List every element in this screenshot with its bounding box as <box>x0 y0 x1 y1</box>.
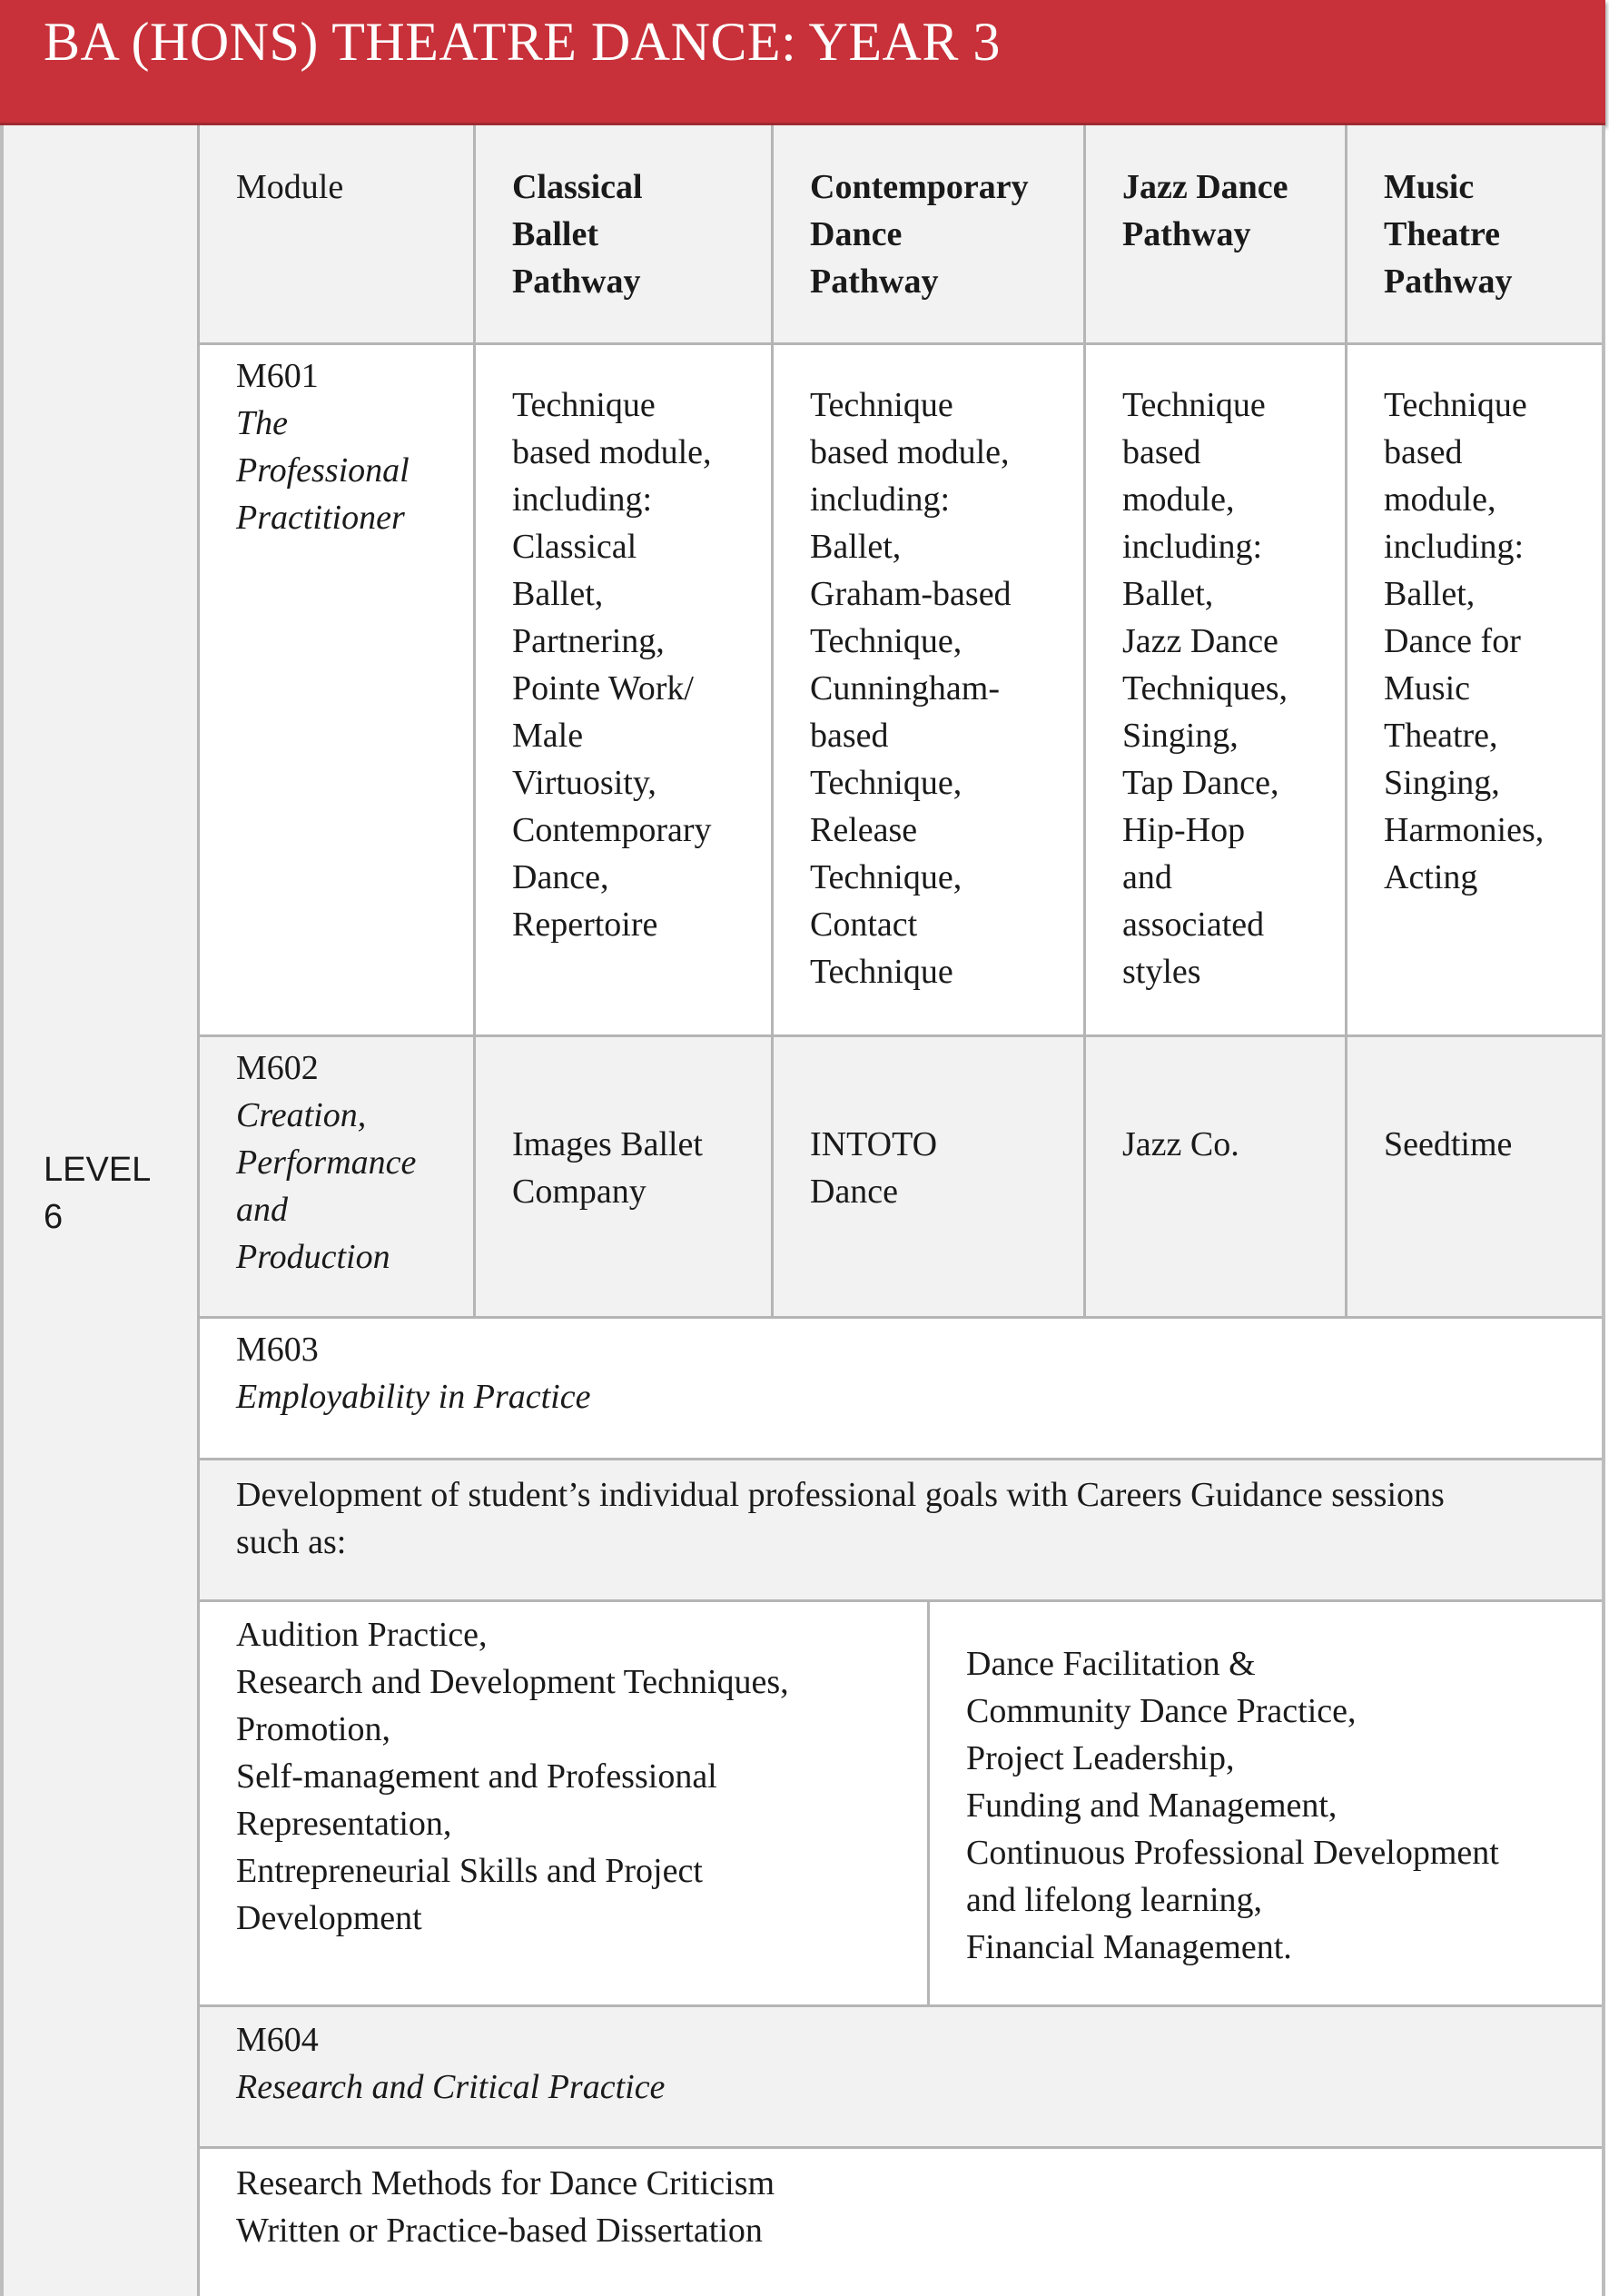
header-contemporary-cell <box>774 125 1086 345</box>
header-jazz-dance: Jazz Dance Pathway <box>1122 168 1288 253</box>
m601-music-text: Technique based module, including: Ballet, Dance for Music Theatre, Singing, Harmonies, Acting <box>1384 386 1545 896</box>
header-music-theatre: Music Theatre Pathway <box>1384 168 1513 301</box>
m603-description-cell <box>200 1460 1602 1602</box>
m602-classical-cell <box>476 1037 774 1319</box>
m601-classical-cell <box>476 345 774 1037</box>
m602-contemporary-text: INTOTO Dance <box>810 1125 938 1211</box>
m601-classical-text: Technique based module, including: Classical Ballet, Partnering, Pointe Work/ Male Virtuosity, Contemporary Dance, Repertoire <box>512 386 712 944</box>
m602-module-cell <box>200 1037 476 1319</box>
title-bar <box>0 0 1605 125</box>
level-label: LEVEL 6 <box>44 1151 152 1236</box>
m602-jazz-text: Jazz Co. <box>1122 1125 1239 1163</box>
header-module-cell <box>200 125 476 345</box>
m602-classical-text: Images Ballet Company <box>512 1125 703 1211</box>
m602-contemporary-cell <box>774 1037 1086 1319</box>
m602-music-cell <box>1347 1037 1602 1319</box>
header-module: Module <box>236 168 344 206</box>
m603-name: Employability in Practice <box>236 1378 591 1416</box>
page-title: BA (HONS) THEATRE DANCE: YEAR 3 <box>44 12 1001 72</box>
m603-right-list: Dance Facilitation & Community Dance Practice, Project Leadership, Funding and Management, Continuous Professional Development and lifelong learning, Financial Management. <box>966 1645 1499 1966</box>
m603-code: M603 <box>236 1331 319 1369</box>
m602-jazz-cell <box>1086 1037 1347 1319</box>
m602-name: Creation, Performance and Production <box>236 1096 417 1276</box>
m604-details-cell <box>200 2149 1602 2296</box>
m603-description: Development of student’s individual professional goals with Careers Guidance sessions such as: <box>236 1476 1445 1561</box>
m602-music-text: Seedtime <box>1384 1125 1513 1163</box>
m601-music-cell <box>1347 345 1602 1037</box>
m604-details: Research Methods for Dance Criticism Written or Practice-based Dissertation <box>236 2164 775 2250</box>
m601-jazz-text: Technique based module, including: Ballet, Jazz Dance Techniques, Singing, Tap Dance, Hip-Hop and associated styles <box>1122 386 1288 991</box>
m602-code: M602 <box>236 1049 319 1087</box>
header-music-cell <box>1347 125 1602 345</box>
m604-module-cell <box>200 2007 1602 2149</box>
header-classical-ballet: Classical Ballet Pathway <box>512 168 643 301</box>
header-contemporary-dance: Contemporary Dance Pathway <box>810 168 1029 301</box>
m601-code: M601 <box>236 357 319 395</box>
m603-left-list: Audition Practice, Research and Development Techniques, Promotion, Self-management and Professional Representation, Entrepreneurial Skills and Project Development <box>236 1616 789 1937</box>
m601-jazz-cell <box>1086 345 1347 1037</box>
header-classical-cell <box>476 125 774 345</box>
m603-right-list-cell <box>930 1602 1602 2007</box>
m601-contemporary-cell <box>774 345 1086 1037</box>
m604-code: M604 <box>236 2021 319 2059</box>
m601-name: The Professional Practitioner <box>236 404 410 537</box>
m604-name: Research and Critical Practice <box>236 2068 666 2106</box>
m601-contemporary-text: Technique based module, including: Ballet, Graham-based Technique, Cunningham- based Technique, Release Technique, Contact Technique <box>810 386 1012 991</box>
m603-module-cell <box>200 1319 1602 1460</box>
header-jazz-cell <box>1086 125 1347 345</box>
m601-module-cell <box>200 345 476 1037</box>
m603-left-list-cell <box>200 1602 930 2007</box>
